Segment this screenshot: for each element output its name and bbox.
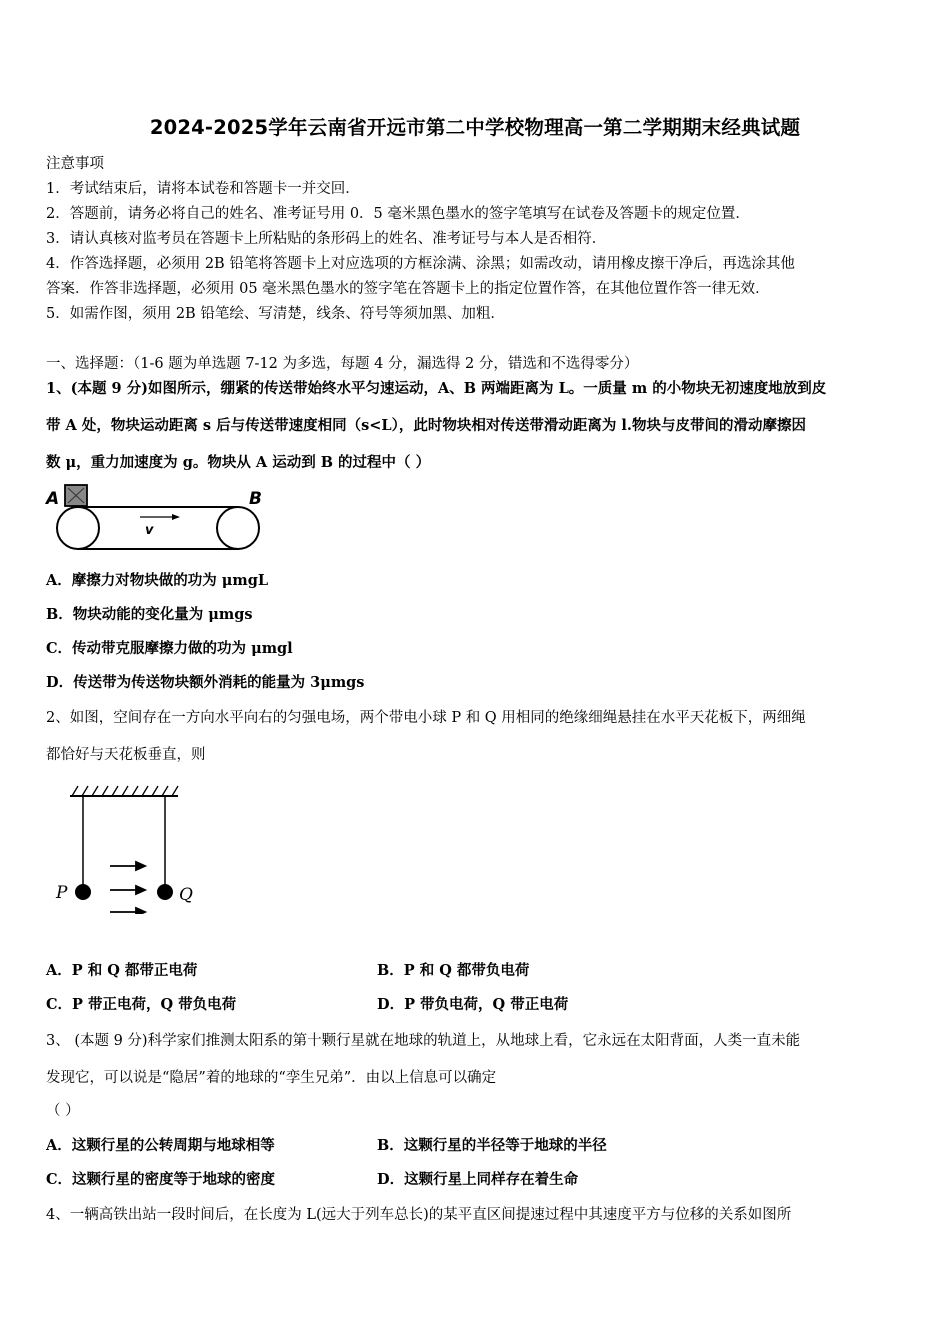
question-1-text: 数 μ，重力加速度为 g。物块从 A 运动到 B 的过程中（ ） <box>46 454 431 471</box>
label-v: v <box>145 523 154 538</box>
ball-q <box>157 884 173 900</box>
notice-item: 3．请认真核对监考员在答题卡上所粘贴的条形码上的姓名、准考证号与本人是否相符． <box>46 231 607 247</box>
question-2-text: 2、如图，空间存在一方向水平向右的匀强电场，两个带电小球 P 和 Q 用相同的绝缘细绳悬挂在水平天花板下，两细绳 <box>46 710 806 726</box>
option-c: C．这颗行星的密度等于地球的密度 <box>46 1171 276 1188</box>
notice-heading: 注意事项 <box>46 156 104 172</box>
charged-balls-figure <box>52 782 202 914</box>
option-d: D．P 带负电荷，Q 带正电荷 <box>377 996 569 1013</box>
notice-item: 答案．作答非选择题，必须用 05 毫米黑色墨水的签字笔在答题卡上的指定位置作答，在其他位置作答一律无效． <box>46 281 770 297</box>
notice-item: 5．如需作图，须用 2B 铅笔绘、写清楚，线条、符号等须加黑、加粗． <box>46 306 505 322</box>
option-d: D．传送带为传送物块额外消耗的能量为 3μmgs <box>46 674 365 691</box>
option-b: B．这颗行星的半径等于地球的半径 <box>377 1137 607 1154</box>
field-arrows <box>110 862 145 914</box>
question-1-text: 带 A 处，物块运动距离 s 后与传送带速度相同（s<L），此时物块相对传送带滑动距离为 l.物块与皮带间的滑动摩擦因 <box>46 417 806 434</box>
label-p: P <box>56 883 68 903</box>
section-heading: 一、选择题：（1-6 题为单选题 7-12 为多选，每题 4 分，漏选得 2 分，错选和不选得零分） <box>46 356 639 372</box>
notice-item: 1．考试结束后，请将本试卷和答题卡一并交回． <box>46 181 360 197</box>
ball-p <box>75 884 91 900</box>
notice-item: 2．答题前，请务必将自己的姓名、准考证号用 0．5 毫米黑色墨水的签字笔填写在试卷及答题卡的规定位置． <box>46 206 750 222</box>
right-pulley <box>217 507 259 549</box>
conveyor-belt-figure <box>44 482 266 556</box>
option-a: A．摩擦力对物块做的功为 μmgL <box>46 572 269 589</box>
option-b: B．P 和 Q 都带负电荷 <box>377 962 530 979</box>
option-d: D．这颗行星上同样存在着生命 <box>377 1171 579 1188</box>
option-c: C．传动带克服摩擦力做的功为 μmgl <box>46 640 293 657</box>
option-b: B．物块动能的变化量为 μmgs <box>46 606 253 623</box>
question-3-text: 3、 (本题 9 分)科学家们推测太阳系的第十颗行星就在地球的轨道上，从地球上看，它永远在太阳背面，人类一直未能 <box>46 1033 801 1049</box>
ceiling-hatching <box>72 786 178 796</box>
question-2-text: 都恰好与天花板垂直，则 <box>46 747 206 763</box>
label-b: B <box>249 489 262 509</box>
option-c: C．P 带正电荷，Q 带负电荷 <box>46 996 237 1013</box>
label-a: A <box>46 489 60 509</box>
question-3-text: （ ） <box>46 1103 80 1119</box>
question-4-text: 4、一辆高铁出站一段时间后，在长度为 L(远大于列车总长)的某平直区间提速过程中其速度平方与位移的关系如图所 <box>46 1207 792 1223</box>
notice-item: 4．作答选择题，必须用 2B 铅笔将答题卡上对应选项的方框涂满、涂黑；如需改动，请用橡皮擦干净后，再选涂其他 <box>46 256 795 272</box>
question-3-text: 发现它，可以说是“隐居”着的地球的“孪生兄弟”．由以上信息可以确定 <box>46 1070 497 1086</box>
option-a: A．这颗行星的公转周期与地球相等 <box>46 1137 275 1154</box>
option-a: A．P 和 Q 都带正电荷 <box>46 962 198 979</box>
label-q: Q <box>179 885 193 905</box>
velocity-arrow-head <box>172 514 180 520</box>
question-1-text: 1、(本题 9 分)如图所示，绷紧的传送带始终水平匀速运动，A、B 两端距离为 L。一质量 m 的小物块无初速度地放到皮 <box>46 380 827 397</box>
left-pulley <box>57 507 99 549</box>
page-title: 2024-2025学年云南省开远市第二中学校物理高一第二学期期末经典试题 <box>149 116 801 139</box>
